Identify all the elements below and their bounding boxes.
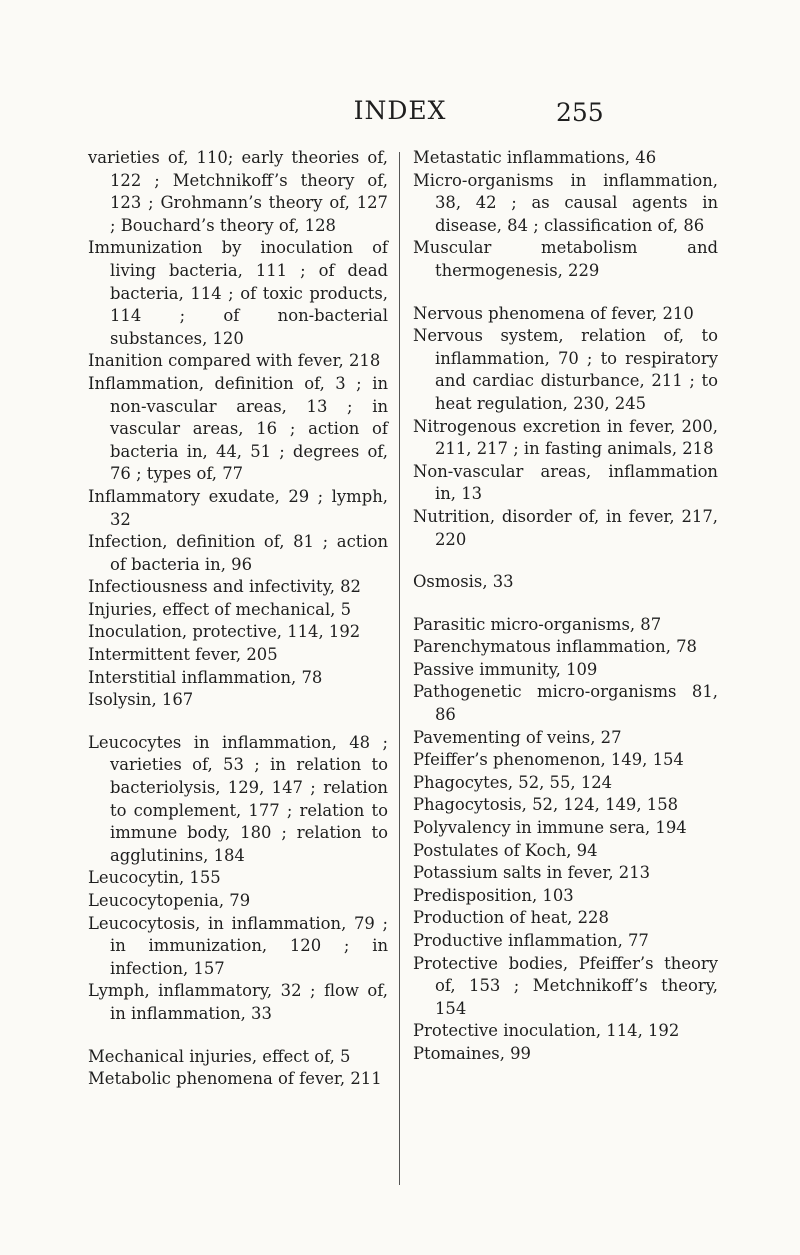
index-entry: Potassium salts in fever, 213 [413, 863, 651, 883]
index-entry: Postulates of Koch, 94 [413, 840, 598, 860]
index-entry: Leucocytes in inflammation, 48 ; varieties of, 53 ; in relation to bacteriolysis, 129, 147 ; relation to complement, 177 ; relation to immune body, 180 ; relation to agglutinins, 184 [88, 732, 388, 865]
index-entry: Metabolic phenomena of fever, 211 [88, 1069, 382, 1089]
index-entry: Pfeiffer’s phenomenon, 149, 154 [413, 750, 684, 770]
index-entry: Nervous phenomena of fever, 210 [413, 303, 694, 323]
index-entry: Nitrogenous excretion in fever, 200, 211, 217 ; in fasting animals, 218 [413, 416, 718, 459]
index-entry: Leucocytopenia, 79 [88, 891, 251, 910]
section-gap [88, 712, 388, 732]
section-gap [413, 551, 718, 571]
index-entry: Pathogenetic micro-organisms 81, 86 [413, 682, 718, 725]
section-gap [413, 283, 718, 303]
index-entry: Production of heat, 228 [413, 908, 609, 928]
index-entry: Injuries, effect of mechanical, 5 [88, 599, 352, 619]
index-entry: Infection, definition of, 81 ; action of bacteria in, 96 [88, 532, 388, 574]
section-gap [88, 1026, 388, 1046]
index-entry: Passive immunity, 109 [413, 659, 598, 679]
index-entry: Inflammation, definition of, 3 ; in non-vascular areas, 13 ; in vascular areas, 16 ; action of bacteria in, 44, 51 ; degrees of, 76 ; types of, 77 [88, 373, 388, 484]
page-title: INDEX [353, 96, 447, 125]
index-column-right [413, 147, 718, 1066]
index-entry: Infectiousness and infectivity, 82 [88, 577, 361, 597]
index-entry: Parasitic micro-organisms, 87 [413, 614, 662, 634]
index-entry: Leucocytosis, in inflammation, 79 ; in immunization, 120 ; in infection, 157 [88, 913, 388, 978]
index-entry: Osmosis, 33 [413, 572, 514, 592]
index-entry: Ptomaines, 99 [413, 1043, 531, 1063]
index-entry: Non-vascular areas, inflammation in, 13 [413, 461, 718, 504]
index-entry: Productive inflammation, 77 [413, 931, 649, 950]
page-number: 255 [556, 98, 604, 127]
index-entry: Protective inoculation, 114, 192 [413, 1021, 680, 1041]
index-entry: Intermittent fever, 205 [88, 645, 278, 665]
index-entry: Metastatic inflammations, 46 [413, 148, 657, 167]
index-entry: Polyvalency in immune sera, 194 [413, 818, 687, 838]
index-entry: Leucocytin, 155 [88, 868, 221, 888]
index-entry: Mechanical injuries, effect of, 5 [88, 1046, 351, 1066]
index-entry: Protective bodies, Pfeiffer’s theory of, 153 ; Metchnikoff’s theory, 154 [413, 953, 718, 1018]
index-entry: Predisposition, 103 [413, 885, 574, 905]
page-header [0, 96, 800, 130]
index-entry: Muscular metabolism and thermogenesis, 229 [413, 238, 718, 280]
index-entry: Isolysin, 167 [88, 690, 194, 710]
index-entry: Parenchymatous inflammation, 78 [413, 637, 697, 657]
index-entry: Interstitial inflammation, 78 [88, 667, 323, 687]
index-entry: Nutrition, disorder of, in fever, 217, 220 [413, 506, 718, 549]
index-entry: Phagocytosis, 52, 124, 149, 158 [413, 795, 679, 815]
index-entry: Inflammatory exudate, 29 ; lymph, 32 [88, 486, 388, 529]
index-entry: varieties of, 110; early theories of, 122 ; Metchnikoff’s theory of, 123 ; Grohmann’s theory of, 127 ; Bouchard’s theory of, 128 [88, 148, 388, 235]
index-column-left [88, 147, 388, 1091]
index-entry: Inanition compared with fever, 218 [88, 351, 381, 371]
index-entry: Inoculation, protective, 114, 192 [88, 622, 361, 642]
index-entry: Micro-organisms in inflammation, 38, 42 ; as causal agents in disease, 84 ; classification of, 86 [413, 170, 718, 235]
column-divider [399, 152, 400, 1185]
index-entry: Immunization by inoculation of living bacteria, 111 ; of dead bacteria, 114 ; of toxic products, 114 ; of non-bacterial substances, 120 [88, 238, 388, 348]
section-gap [413, 594, 718, 614]
index-entry: Pavementing of veins, 27 [413, 727, 622, 747]
index-entry: Phagocytes, 52, 55, 124 [413, 772, 613, 792]
index-entry: Lymph, inflammatory, 32 ; flow of, in inflammation, 33 [88, 981, 388, 1023]
index-entry: Nervous system, relation of, to inflammation, 70 ; to respiratory and cardiac disturbance, 211 ; to heat regulation, 230, 245 [413, 326, 718, 413]
